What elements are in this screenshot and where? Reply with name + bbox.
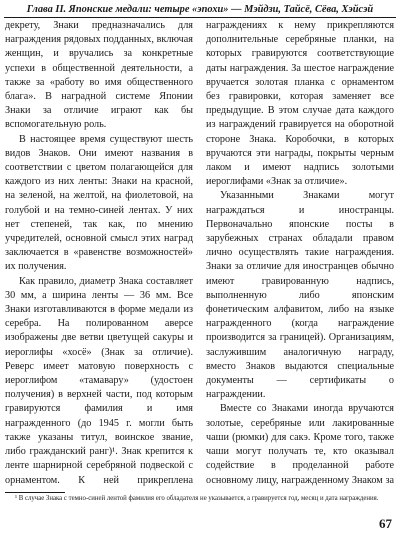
footnote: ¹ В случае Знака с темно-синей лентой фамилия его обладателя не указывается, а гравируется год, месяц и дата награждения. [15,495,379,502]
paragraph: Вместе со Знаками иногда вручаются золотые, серебряные или лакированные чаши (рюмки) для сакэ. Кроме того, также чаши могут получать те, кто оказывал содействие в проделанной работе основному лицу, награжденному Знаком за [206,403,394,486]
footnote-rule [5,492,65,493]
running-header: Глава II. Японские медали: четыре «эпохи» — Мэйдзи, Тайсё, Сёва, Хэйсэй [26,4,374,15]
right-column [206,19,394,488]
paragraph: Указанными Знаками могут награждаться и иностранцы. Первоначально японские посты в зарубежных странах обладали правом лично осуществлять такие награждения. Знаки за отличие для иностранцев обычно имеют гравированную надпись, выполненную либо японским фонетическим алфавитом, либо на языке награжденного (когда награждение производится за границей). Организациям, заслужившим аналогичную награду, вместо Знаков выдаются специальные документы — сертификаты о награждении. [206,190,394,401]
paragraph: Как правило, диаметр Знака составляет 30 мм, а ширина ленты — 36 мм. Все Знаки изготавливаются в форме медали из серебра. На полированном аверсе изображены две ветви цветущей сакуры и иероглифы «хосё» (Знак за отличие). Реверс имеет матовую поверхность с иероглифом «тамавару» (удостоен получения) в верхней части, под которым гравируются фамилия и имя награжденного (до 1945 г. могли быть также указаны титул, воинское звание, либо гражданский ранг)¹. Знак крепится к ленте шарнирной серебряной подвеской с орнаментом. К ней прикреплена [5,275,193,486]
paragraph: В настоящее время существуют шесть видов Знаков. Они имеют названия в соответствии с цветом полагающейся для каждого из них ленты: Знаки на красной, на зеленой, на желтой, на фиолетовой, на голубой и на темно-синей лентах. У них нет степеней, так как, по мнению учредителей, основной смысл этих наград заключается в «равенстве возможностей» их получения. [5,133,193,273]
paragraph: декрету, Знаки предназначались для награждения рядовых подданных, включая женщин, и вручались за конкретные успехи в общественной деятельности, а также за «работу во имя общественного блага». В наградной системе Японии Знаки за отличие играют как бы вспомогательную роль. [5,20,193,131]
header-rule [4,17,396,18]
paragraph: награждениях к нему прикрепляются дополнительные серебряные планки, на которых гравируются соответствующие даты награждения. За шестое награждение вручается золотая планка с орнаментом без гравировки, которая заменяет все предыдущие. В этом случае дата каждого из награждений гравируется на оборотной стороне Знака. Коробочки, в которых вручаются эти награды, покрыты черным лаком и имеют надпись золотыми иероглифами «Знак за отличие». [206,20,394,188]
page-number: 67 [379,516,392,531]
left-column [5,19,193,488]
